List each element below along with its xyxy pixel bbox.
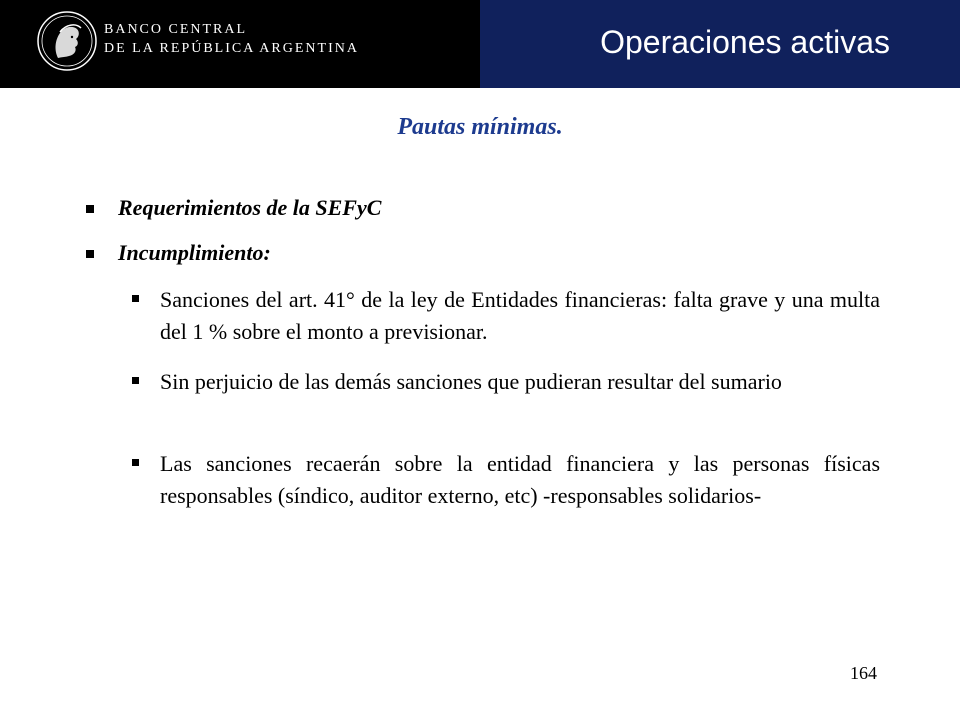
- bullet-square-icon: [132, 295, 139, 302]
- sub-bullet-las-sanciones: Las sanciones recaerán sobre la entidad financiera y las personas físicas responsables (síndico, auditor externo, etc) -responsables solidarios-: [160, 451, 880, 508]
- header-left-band: [0, 0, 480, 88]
- bullet-square-icon: [132, 377, 139, 384]
- bullet-square-icon: [86, 205, 94, 213]
- bullet-requerimientos: Requerimientos de la SEFyC: [118, 195, 382, 220]
- page-number: 164: [850, 663, 877, 683]
- republic-head-emblem-icon: [36, 10, 98, 72]
- section-title: Operaciones activas: [600, 24, 890, 60]
- bullet-square-icon: [86, 250, 94, 258]
- bullet-square-icon: [132, 459, 139, 466]
- slide-heading: Pautas mínimas.: [397, 114, 563, 140]
- org-name-line1: BANCO CENTRAL: [104, 22, 248, 37]
- sub-bullet-sanciones: Sanciones del art. 41° de la ley de Entidades financieras: falta grave y una multa del 1 % sobre el monto a previsionar.: [160, 287, 880, 344]
- bullet-incumplimiento: Incumplimiento:: [118, 240, 271, 265]
- org-name-line2: DE LA REPÚBLICA ARGENTINA: [104, 41, 359, 56]
- sub-bullet-sin-perjuicio: Sin perjuicio de las demás sanciones que pudieran resultar del sumario: [160, 369, 782, 394]
